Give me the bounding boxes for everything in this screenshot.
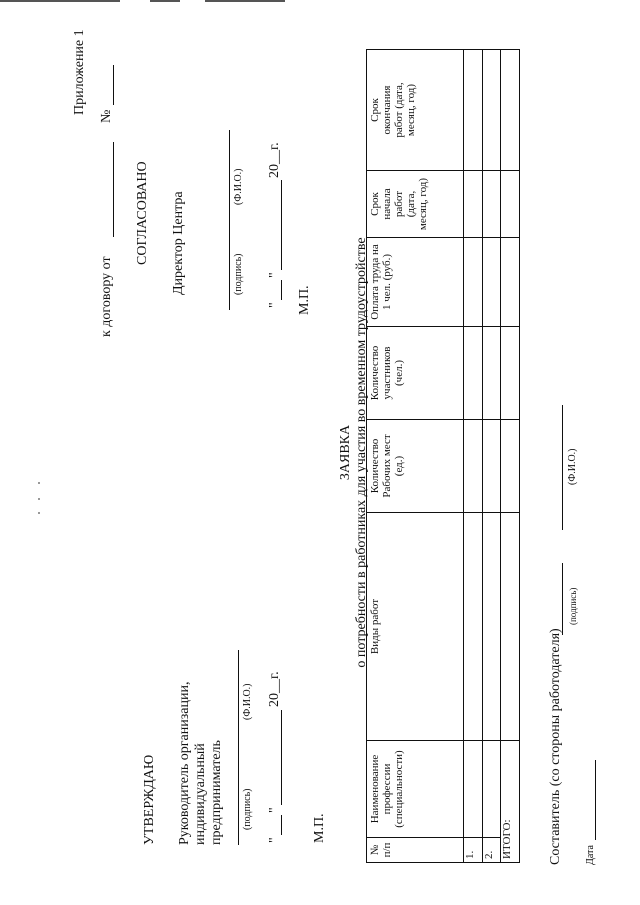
- approve-year: 20__г.: [267, 671, 282, 707]
- agree-role: Директор Центра: [171, 191, 186, 295]
- table-cell: [501, 513, 520, 741]
- header-participants-count: Количество участников (чел.): [367, 327, 464, 420]
- table-total-row: [501, 50, 520, 863]
- requirements-table: [366, 49, 520, 863]
- header-workplaces-count: Количество Рабочих мест (ед.): [367, 420, 464, 513]
- table-cell: [464, 327, 483, 420]
- approve-signature-caption: (подпись): [242, 788, 253, 830]
- table-cell: [482, 741, 501, 838]
- approve-month-line: [281, 710, 282, 805]
- table-cell: [501, 50, 520, 171]
- table-cell: [464, 741, 483, 838]
- agree-stamp: М.П.: [297, 285, 312, 315]
- approve-heading: УТВЕРЖДАЮ: [142, 754, 157, 845]
- approve-role-line1: Руководитель организации,: [177, 681, 192, 845]
- table-cell: 2.: [482, 838, 501, 863]
- table-cell: [482, 50, 501, 171]
- contract-number-line: [113, 65, 114, 105]
- table-cell: [482, 238, 501, 327]
- agree-day-line: [281, 280, 282, 300]
- approve-date-quote-open: ": [267, 837, 282, 843]
- compiler-name-caption: (Ф.И.О.): [567, 448, 578, 485]
- date-line: [595, 760, 596, 840]
- total-label: ИТОГО:: [501, 741, 520, 863]
- number-sign: №: [99, 109, 114, 123]
- contract-date-line: [113, 142, 114, 237]
- appendix-title: Приложение 1: [72, 29, 87, 115]
- approve-role-line2: индивидуальный: [193, 743, 208, 845]
- agree-signature-line: [229, 130, 230, 310]
- header-salary: Оплата труда на 1 чел. (руб.): [367, 238, 464, 327]
- header-end-date: Срок окончания работ (дата, месяц, год): [367, 50, 464, 171]
- compiler-signature-line: [562, 563, 563, 635]
- approve-name-caption: (Ф.И.О.): [242, 683, 253, 720]
- table-row: [482, 50, 501, 863]
- table-cell: [482, 513, 501, 741]
- table-cell: 1.: [464, 838, 483, 863]
- agree-date-quote-close: ": [267, 272, 282, 278]
- compiler-name-line: [562, 405, 563, 530]
- approve-day-line: [281, 815, 282, 835]
- table-cell: [464, 238, 483, 327]
- document-subtitle: о потребности в работниках для участия во временном трудоустройстве: [354, 237, 369, 668]
- header-number: № п/п: [367, 838, 464, 863]
- table-cell: [464, 420, 483, 513]
- table-row: [464, 50, 483, 863]
- header-start-date: Срок начала работ (дата, месяц, год): [367, 171, 464, 238]
- header-work-types: Виды работ: [367, 513, 464, 741]
- header-profession: Наименование профессии (специальности): [367, 741, 464, 838]
- agree-month-line: [281, 180, 282, 270]
- table-header-row: [367, 50, 464, 863]
- table-cell: [482, 420, 501, 513]
- table-cell: [482, 171, 501, 238]
- table-cell: [464, 171, 483, 238]
- table-cell: [501, 420, 520, 513]
- agree-name-caption: (Ф.И.О.): [233, 168, 244, 205]
- agree-signature-caption: (подпись): [233, 253, 244, 295]
- document-title: ЗАЯВКА: [338, 424, 353, 481]
- approve-signature-line: [238, 650, 239, 845]
- compiler-signature-caption: (подпись): [568, 587, 578, 625]
- table-cell: [464, 50, 483, 171]
- contract-prefix: к договору от: [99, 256, 114, 337]
- table-cell: [501, 171, 520, 238]
- agree-year: 20__г.: [267, 142, 282, 178]
- approve-stamp: М.П.: [312, 813, 327, 843]
- table-cell: [501, 238, 520, 327]
- agree-date-quote-open: ": [267, 302, 282, 308]
- date-label: Дата: [585, 845, 596, 865]
- approve-date-quote-close: ": [267, 807, 282, 813]
- table-cell: [464, 513, 483, 741]
- agree-heading: СОГЛАСОВАНО: [135, 161, 150, 265]
- compiler-label: Составитель (со стороны работодателя): [548, 628, 563, 865]
- table-cell: [501, 327, 520, 420]
- approve-role-line3: предприниматель: [209, 740, 224, 845]
- table-cell: [482, 327, 501, 420]
